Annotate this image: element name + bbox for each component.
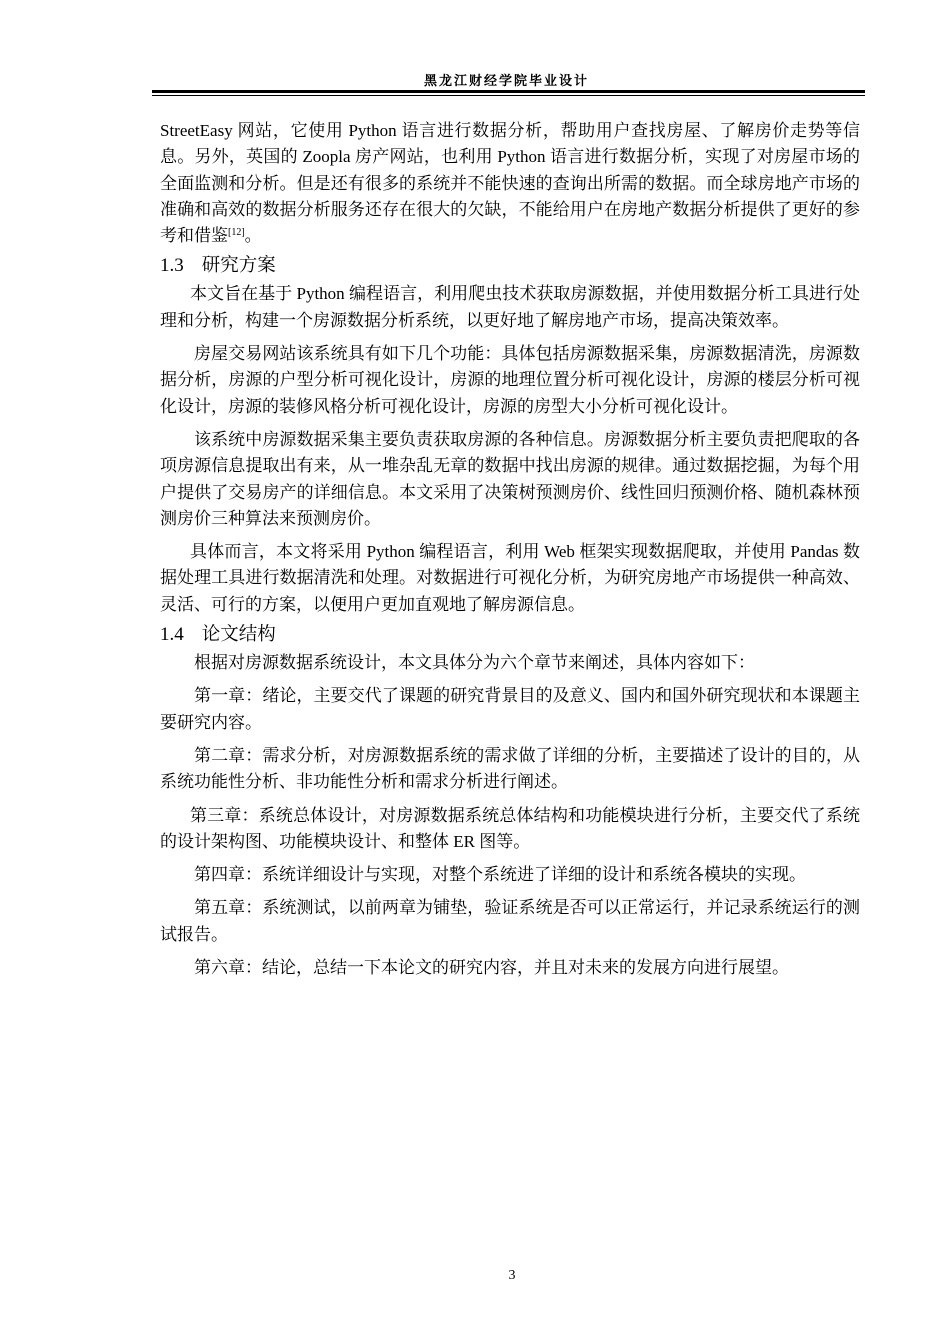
header-title: 黑龙江财经学院毕业设计: [423, 74, 589, 89]
paragraph: 本文旨在基于 Python 编程语言，利用爬虫技术获取房源数据，并使用数据分析工具进行处理和分析，构建一个房源数据分析系统，以更好地了解房地产市场，提高决策效率。: [160, 284, 860, 330]
paragraph: 第二章：需求分析，对房源数据系统的需求做了详细的分析，主要描述了设计的目的，从系统功能性分析、非功能性分析和需求分析进行阐述。: [160, 745, 860, 792]
continuation-paragraph: [160, 118, 860, 249]
continuation-end: 。: [244, 226, 262, 246]
paragraph: 第三章：系统总体设计，对房源数据系统总体结构和功能模块进行分析，主要交代了系统的设计架构图、功能模块设计、和整体 ER 图等。: [160, 805, 860, 851]
paragraph: 第六章：结论，总结一下本论文的研究内容，并且对未来的发展方向进行展望。: [194, 958, 789, 978]
header-rule-thick: [152, 90, 865, 93]
paragraph: 第一章：绪论，主要交代了课题的研究背景目的及意义、国内和国外研究现状和本课题主要研究内容。: [160, 686, 860, 732]
section-title: 研究方案: [201, 255, 276, 277]
paragraph: 第四章：系统详细设计与实现，对整个系统进了详细的设计和系统各模块的实现。: [194, 865, 806, 885]
paragraph: 该系统中房源数据采集主要负责获取房源的各种信息。房源数据分析主要负责把爬取的各项房源信息提取出有来，从一堆杂乱无章的数据中找出房源的规律。通过数据挖掘，为每个用户提供了交易房产的详细信息。本文采用了决策树预测房价、线性回归预测价格、随机森林预测房价三种算法来预测房价。: [160, 429, 860, 528]
page-number: 3: [508, 1268, 516, 1283]
section-number: 1.4: [160, 624, 184, 646]
section-heading-1-3: [160, 253, 860, 279]
section-heading-1-4: [160, 622, 860, 648]
body-content: [160, 118, 860, 981]
section-number: 1.3: [160, 255, 184, 277]
continuation-text: StreetEasy 网站，它使用 Python 语言进行数据分析，帮助用户查找房屋、了解房价走势等信息。另外，英国的 Zoopla 房产网站，也利用 Python 语言进行数据分析，实现了对房屋市场的全面监测和分析。但是还有很多的系统并不能快速的查询出所需的数据。而全球房地产市场的准确和高效的数据分析服务还存在很大的欠缺，不能给用户在房地产数据分析提供了更好的参考和借鉴: [160, 121, 860, 246]
paragraph: 具体而言，本文将采用 Python 编程语言，利用 Web 框架实现数据爬取，并使用 Pandas 数据处理工具进行数据清洗和处理。对数据进行可视化分析，为研究房地产市场提供一种高效、灵活、可行的方案，以便用户更加直观地了解房源信息。: [160, 542, 860, 614]
citation-ref: [12]: [228, 227, 245, 239]
paragraph: 房屋交易网站该系统具有如下几个功能：具体包括房源数据采集，房源数据清洗，房源数据分析，房源的户型分析可视化设计，房源的地理位置分析可视化设计，房源的楼层分析可视化设计，房源的装修风格分析可视化设计，房源的房型大小分析可视化设计。: [160, 344, 860, 416]
paragraph: 根据对房源数据系统设计，本文具体分为六个章节来阐述，具体内容如下：: [194, 653, 755, 673]
section-title: 论文结构: [201, 624, 276, 646]
paragraph: 第五章：系统测试，以前两章为铺垫，验证系统是否可以正常运行，并记录系统运行的测试报告。: [160, 898, 860, 944]
header-rule-thin: [152, 95, 865, 96]
